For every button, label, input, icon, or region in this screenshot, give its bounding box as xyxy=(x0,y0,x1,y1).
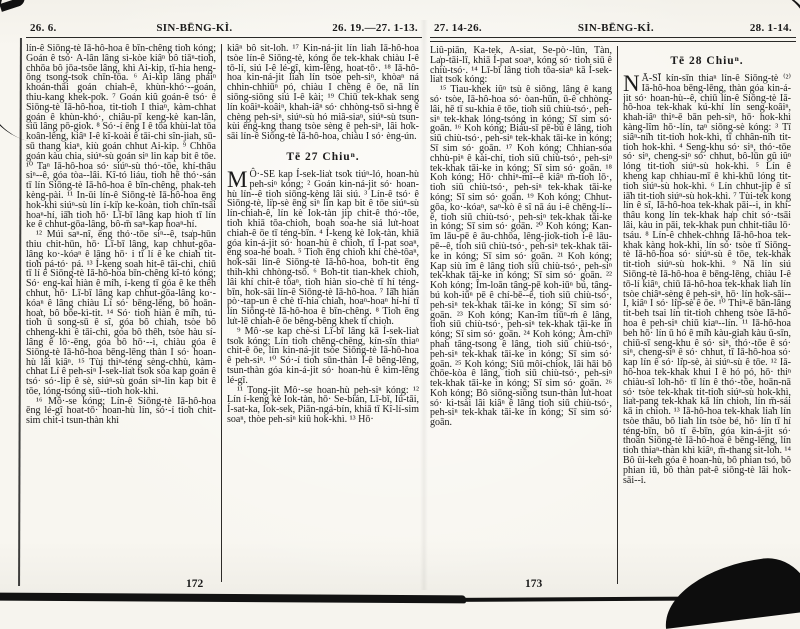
verse-ref-left: 27. 14-26. xyxy=(434,22,482,34)
running-head-right xyxy=(430,18,796,37)
page-number-left: 172 xyxy=(186,578,204,590)
verse-ref-right: 26. 19.—27. 1-13. xyxy=(332,22,418,34)
page-gutter-shadow xyxy=(420,20,428,590)
running-head-left xyxy=(26,18,422,37)
paragraph: ⁹ Mô·-se kap chè-si Lī-bī lâng kā Í-sek-lia̍t tso̍k kóng; Lín tio̍h chēng-chēng, kín-sīn thiaⁿ chit-ê ōe, lín kin-ná-jit tsòe Siōng-tè Iā-hô-hoa ê peh-siⁿ. ¹⁰ Só·-í tio̍h sūn-thàn I-ê bēng-lēng, tsun-thàn góa kin-á-jit só· hoan-hù ê kìm-lēng lé-gî. xyxy=(227,325,419,386)
column-4 xyxy=(623,46,791,586)
column-3 xyxy=(430,46,612,586)
book-title: SIN-BĒNG-KÌ. xyxy=(156,22,233,34)
text-columns-right xyxy=(430,46,796,586)
paragraph: Liû-piān, Ka-tek, A-siat, Se-pò·-lûn, Tàn, La̍p-tāi-lī, khiā Í-pat soaⁿ, kóng só· tio̍h siū ê chiù-tsó·. ¹⁴ Lī-bī lâng tio̍h tōa-siaⁿ kā Í-sek-lia̍t tso̍k kóng: xyxy=(430,46,612,86)
header-rule xyxy=(26,37,422,40)
page-number-right: 173 xyxy=(525,578,543,590)
paragraph: kiâⁿ bô sit-lo̍h. ¹⁷ Kin-ná-jit lín lia̍h Iā-hô-hoa tsòe lín-ê Siōng-tè, kóng ōe tek-khak chiàu I-ê tō-lí, siú I-ê lé-gî, kìm-lēng, hoat-tō·. ¹⁸ Iā-hô-hoa kin-ná-jit lia̍h lín tsòe peh-siⁿ, khòaⁿ ná chhin-chhiūⁿ pó, chiàu I chêng ê ōe, nā lín siōng-siōng siú I-ê kài; ¹⁹ Chiū tek-khak seng lín koâiⁿ-koâiⁿ, khah-iâⁿ só· chhòng-tsō sì-hng ê chèng peh-siⁿ, siúⁿ-sù hó miâ-siaⁿ, siúⁿ-sù tsun-kùi êng-kng thang tsòe sèng ê peh-siⁿ, lâi ho̍k-sāi lín-ê Siōng-tè Iā-hô-hoa, chiàu I só· èng-ún. xyxy=(227,44,419,143)
paragraph-text: Ô·-SE kap Í-sek-lia̍t tso̍k tiúⁿ-ló, hoan-hù peh-siⁿ kóng; ² Goán kin-ná-jit só· hoan-hù lín--ê tio̍h siōng-kèng lâi siú. ³ Lín-ê tsó· ê Siōng-tè, li̍p-sè ēng siⁿ lin kap bit ê tōe siúⁿ-sù lín-chiah-ê, lín kè Iok-tàn jip chit-ê thó·-tōe, tio̍h khiā tōa-chio̍h, boah soa-he siá lu̍t-hoat chiah-ê ōe tī téng-bīn. ⁴ Í-keng kè Iok-tàn, khiā góa kin-á-jit só· hoan-hù ê chio̍h, tī Í-pat soaⁿ, ēng soa-he boah. ⁵ Tio̍h ēng chio̍h khí chè-tôaⁿ, ho̍k-sāi lín-ê Siōng-tè Iā-hô-hoa, bo̍h-tit ēng thih-khì chhòng-tsō. ⁶ Bo̍h-tit tian-khek chio̍h, lâi khí chit-ê tôaⁿ, tio̍h hiàn sio-chè tī hí téng-bīn, ho̍k-sāi lín-ê Siōng-tè Iā-hô-hoa. ⁷ Iā̍h hiàn pò·-tap-un ê chè tī-hia chia̍h, hoaⁿ-hoaⁿ hí-hí tī lín Siōng-tè Iā-hô-hoa ê bīn-chêng. ⁸ Tio̍h ēng lu̍t-lē chiah-ê ōe bêng-bêng khek tī chio̍h. xyxy=(227,168,419,327)
paragraph-text: Ā-SĪ kín-sīn thiaⁿ lín-ê Siōng-tè ⁽²⁾ Iā-hô-hoa bēng-lēng, thàn góa kin-á-jit só· hoan-hù--ê, chiū lín-ê Siōng-tè Iā-hô-hoa tek-khak kú-khí lín seng-koâiⁿ, khah-iâⁿ thiⁿ-ē bān peh-siⁿ, hō· hok-khì kàng-lîm hō·-lín, taⁿ siōng-sè kóng: ³ Tī siâⁿ-ni̍h tit-tio̍h hok-khì, tī chhân-ni̍h tit-tio̍h hok-khì. ⁴ Seng-khu só· siⁿ, thó·-tōe só· siⁿ, cheng-siⁿ só· chhut, bô-lūn gû iûⁿ lóng tit-tio̍h siúⁿ-sù hok-khì. ⁵ Lín ê kheng kap chhiau-mī ê khì-khū lóng tit-tio̍h siúⁿ-sù hok-khì. ⁶ Lín chhut-jip ê sî iā̍h tit-tio̍h siúⁿ-sù hok-khì. ⁷ Tùi-te̍k kong lín ê sî, Iā-hô-hoa tek-khak pāi--i, in khí-thâu kong lín tek-khak ha̍p chit só·-tsāi lâi, kàu in pāi, tek-khak pun chhit-tiâu lō· tsáu. ⁸ Lín-ê chhek-chhng Iā-hô-hoa tek-khak kàng hok-khì, lín só· tsòe tī Siōng-tè Iā-hô-hoa só· siúⁿ-sù ê tōe, tek-khak tit-tio̍h siúⁿ-sù hok-khì. ⁹ Nā lín siú Siōng-tè Iā-hô-hoa ê bēng-lēng, chiàu I-ê tō-lí kiâⁿ, chiū Iā-hô-hoa tek-khak lia̍h lín tsòe chiâⁿ-sèng ê peh-siⁿ, hō· lín ho̍k-sāi--I, kiâⁿ I só· li̍p-sè ê ōe. ¹⁰ Thiⁿ-ē bān-lâng tit-beh tsai lín tit-tio̍h chheng tsòe Iā-hô-hoa ê peh-siⁿ chiū kiaⁿ--lín. ¹¹ Iā-hô-hoa beh hō· lín ū hó ê mi̍h kàu-gia̍h kàu ū-sīn, chiū-sī seng-khu ê só· siⁿ, thó·-tōe ê só· siⁿ, cheng-siⁿ ê só· chhut, tī Iā-hô-hoa só· kap lín ê só· li̍p-sè, ài siúⁿ-sù ê tōe. ¹² Iā-hô-hoa tek-khak khui I ê hó pó, hō· thiⁿ chiàu-sî lo̍h-hō· tī lín ê thó·-tōe, hoān-nā só· tsòe tek-khak tit-tio̍h siúⁿ-sù hok-khì, lia̍t-pang tek-khak kā lín chioh, lín m̄-sái kā in chioh. ¹³ Iā-hô-hoa tek-khak lia̍h lín tsòe thâu, bô lia̍h lín tsòe bé, hō· lín tī hí téng-bīn, bô tī ē-bīn, góa kin-á-jit só· thoân Siōng-tè Iā-hô-hoa ê bēng-lēng, lín tio̍h thiaⁿ-thàn khì kiâⁿ, m̄-thang sit-lo̍h. ¹⁴ Bô ûi-ke̍h góa ê hoan-hù, bô phian tsó, bô phian iū, bô thàn pa̍t-ê siōng-tè lâi ho̍k-sāi--i. xyxy=(623,73,791,486)
column-divider xyxy=(617,46,618,584)
paragraph xyxy=(623,71,791,486)
text-columns-left xyxy=(26,44,422,584)
chapter-heading-27: Tē 27 Chiuⁿ. xyxy=(286,150,360,163)
drop-cap-n: N xyxy=(623,71,640,96)
page-left xyxy=(26,18,422,596)
paragraph: ¹⁵ Tiau-khek iûⁿ tsù ê siōng, lâng ê kang só· tsòe, Iā-hô-hoa só· òan-hūn, ū-ê chhòng-lâi, hē tī su-khia ê tōe, tio̍h siū chiù-tsó·, peh-siⁿ tek-khak lóng-tsóng ìn kóng; Sī sim só· goān. ¹⁶ Koh kóng; Biáu-sī pē-bú ê lâng, tio̍h siū chiù-tsó·, peh-siⁿ tek-khak tāi-ke ìn kóng; Sī sim só· goān. ¹⁷ Koh kóng; Chhian-sóa chhù-piⁿ ê kài-chí, tio̍h siū chiù-tsó·, peh-siⁿ tek-khak tāi-ke ìn kóng; Sī sim só· goān. ¹⁸ Koh kóng; Hō· chhiⁿ-mî--ê kiâⁿ m̄-tio̍h lō·, tio̍h siū chiù-tsó·, peh-siⁿ tek-khak tāi-ke kóng; Sī sim só· goān. ¹⁹ Koh kóng; Chhut-gōa, ko·-kóaⁿ, saⁿ-kò ê sî nā áu i-ê chēng-lí--ê, tio̍h siū chiù-tsó·, peh-siⁿ tek-khak tāi-ke ìn kóng; Sī sim só· goān. ²⁰ Koh kóng; Kan-îm lāu-pē ê āu-chhōa, lêng-jio̍k-tio̍h i-ê lāu-pē--ê, tio̍h siū chiù-tsó·, peh-siⁿ tek-khak tāi-ke ìn kóng; Sī sim só· goān. ²¹ Koh kóng; Kap siù îm ê lâng tio̍h siū chiù-tsó·, peh-siⁿ tek-khak tāi-ke ìn kóng; Sī sim só· goān. ²² Koh kóng; Îm-loān tâng-pē koh-iūⁿ bú, tâng-bú koh-iūⁿ pē ê chí-bē--ê, tio̍h siū chiù-tsó·, peh-siⁿ tek-khak tāi-ke ìn kóng; Sī sim só· goān. ²³ Koh kóng; Kan-îm tiūⁿ-ḿ ê lâng, tio̍h siū chiù-tsó·, peh-siⁿ tek-khak tāi-ke ìn kóng; Sī sim só· goān. ²⁴ Koh kóng; Àm-chīⁿ phah tâng-tsong ê lâng, tio̍h siū chiù-tsó·, peh-siⁿ tek-khak tāi-ke ìn kóng; Sī sim só· goān. ²⁵ Koh kóng; Siū môi-chiok, lâi hāi bô chōe-kòa ê lâng, tio̍h siū chiù-tsó·, peh-siⁿ tek-khak tāi-ke ìn kóng; Sī sim só· goān. ²⁶ Koh kóng; Bô siōng-siōng tsun-thàn lu̍t-hoat só· kì-tsài lâi kiâⁿ ê lâng tio̍h siū chiù-tsó·, peh-siⁿ tek-khak tāi-ke ìn kóng; Sī sim só· goān. xyxy=(430,84,612,429)
chapter-heading-28: Tē 28 Chiuⁿ. xyxy=(670,55,744,67)
paragraph: ¹¹ Tong-jit Mô·-se hoan-hù peh-siⁿ kóng: ¹² Lín í-keng kè Iok-tàn, hō· Se-bián, Lī-bī, Iû-tāi, Í-sat-ka, Iok-sek, Piān-ngá-bín, khiā tī Kî-lí-sim soaⁿ, thòe peh-siⁿ kiû hok-khì. ¹³ Hō· xyxy=(227,384,419,425)
column-divider xyxy=(221,44,222,582)
drop-cap-m: M xyxy=(227,166,248,192)
header-rule xyxy=(430,37,796,42)
column-1 xyxy=(26,44,216,584)
page-right xyxy=(430,18,796,596)
scan-bar-bottom-left xyxy=(0,593,466,604)
paragraph: lín-ê Siōng-tè Iā-hô-hoa ê bīn-chêng tio̍h kóng; Goán ê tsó· A-lân lâng sì-kòe kiâⁿ bô tiāⁿ-tio̍h, chhōa bô jōa-tsōe lâng, khì Ai-kip, tī-hia heng-ōng tsong-tso̍k chīn-tōa. ⁶ Ai-kip lâng pháiⁿ khoán-thāi goán chiah-ê, khùn-khó·--goán, thiu-kang khek-po̍k. ⁷ Goán kiû goán-ê tsó· ê Siōng-tè Iā-hô-hoa, tit-tio̍h I thiaⁿ, kàm-chhat goán ê khùn-khó·, chiâu-pī keng-kè kan-lân, siū lâng pō-gio̍k. ⁸ Só·-í ēng I ê tōa khùi-la̍t tōa koân-lêng, kiâⁿ I-ê kî-koài ê tāi-chì sîn-jiah, sū-sū thang kiaⁿ, kiù goán chhut Ai-kip. ⁹ Chhōa goán kàu chia, siúⁿ-sù goán siⁿ lin kap bit ê tōe. ¹⁰ Taⁿ Iā-hô-hoa só· siúⁿ-sù thó·-tōe, khí-thâu siⁿ--ê, góa tòa--lâi. Kî-tó liáu, tio̍h hē thó·-sán tī lín Siōng-tè Iā-hô-hoa ê bīn-chêng, phak-teh kèng-pài. ¹¹ In-ūi lín-ê Siōng-tè Iā-hô-hoa ēng hok-khì siúⁿ-sù lín í-ki̍p ke-koàn, tio̍h chīn-tsāi hoaⁿ-hí, iā̍h tio̍h hō· Lī-bī lâng kap hioh tī lín ke ê chhut-gōa-lâng, bô-m̄ saⁿ-kap hoaⁿ-hí. xyxy=(26,44,216,231)
paragraph xyxy=(227,166,419,327)
paragraph: ¹⁶ Mô·-se kóng; Lín-ê Siōng-tè Iā-hô-hoa ēng lé-gî hoat-tō· hoan-hù lín, só·-í tio̍h chit-sim chit-ì tsun-thàn khì xyxy=(26,395,216,427)
verse-ref-right: 28. 1-14. xyxy=(749,22,792,34)
column-2 xyxy=(227,44,419,584)
paragraph: ¹² Múi saⁿ-nî, ēng thó·-tōe siⁿ--ê, tsa̍p-hūn thiu chit-hūn, hō· Lī-bī lâng, kap chhut-gōa-lâng ko·-kóaⁿ ê lâng hō· i tī lí ê ke chia̍h tit-tio̍h pá-tó· pá. ¹³ Í-keng soah hit-ê tāi-chì, chiū tī lí ê Siōng-tè Iā-hô-hoa bīn-chêng kî-tó kóng; Só· eng-kai hiàn ê mi̍h, í-keng tī góa ê ke thêh chhut, hō· Lī-bī lâng kap chhut-gōa-lâng ko·-kóaⁿ ê lâng chiàu Lí só· bēng-lēng, bô hoān-hoa̍t, bô bōe-kì-tit. ¹⁴ Só· tio̍h hiàn ê mi̍h, tú-tio̍h ū song-sū ê sî, góa bô chia̍h, tsòe bô chheng-khì ê tāi-chì, góa bô thêh, tsòe hàu sí-lâng ê lō·-ēng, góa bô hō·--i, chiàu góa ê Siōng-tè Iā-hô-hoa bēng-lēng thàn I só· hoan-hù lâi kiâⁿ. ¹⁵ Tùi thiⁿ-téng sèng-chhù, kàm-chhat Lí ê peh-siⁿ Í-sek-lia̍t tso̍k sòa kap goán ê tsó· só·-lip ê sè, siúⁿ-sù goán siⁿ-lin kap bit ê tōe, lóng-tsóng siū--tio̍h hok-khì. xyxy=(26,229,216,397)
book-title: SIN-BĒNG-KÌ. xyxy=(577,22,654,34)
verse-ref-left: 26. 6. xyxy=(30,22,57,34)
